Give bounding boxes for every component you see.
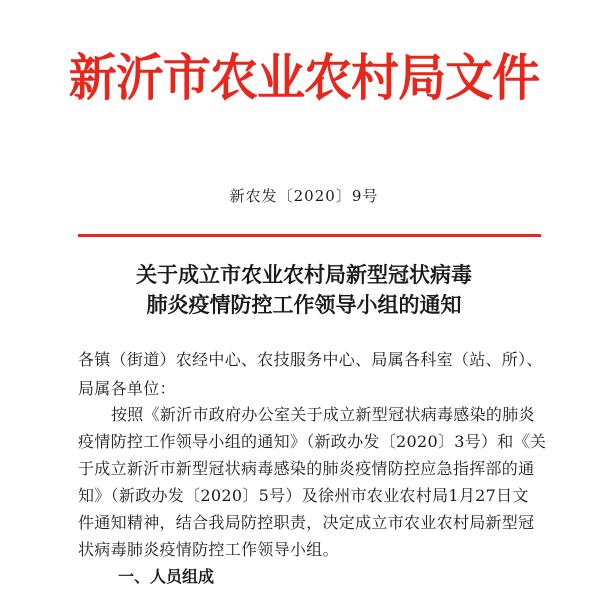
notice-title-line-1: 关于成立市农业农村局新型冠状病毒 <box>136 263 472 287</box>
paragraph-line: 状病毒肺炎疫情防控工作领导小组。 <box>78 540 339 559</box>
notice-title-line-2: 肺炎疫情防控工作领导小组的通知 <box>146 293 462 317</box>
section-heading: 一、人员组成 <box>118 567 215 586</box>
paragraph-line: 于成立新沂市新型冠状病毒感染的肺炎疫情防控应急指挥部的通 <box>78 459 535 478</box>
recipients-line-1: 各镇（街道）农经中心、农技服务中心、局属各科室（站、所）、 <box>78 350 543 369</box>
paragraph-line: 疫情防控工作领导小组的通知》（新政办发〔2020〕3号）和《关 <box>78 432 547 451</box>
document-number: 新农发〔2020〕9号 <box>229 187 379 205</box>
red-divider-line <box>78 234 541 237</box>
paragraph-line: 按照《新沂市政府办公室关于成立新型冠状病毒感染的肺炎 <box>111 405 535 424</box>
masthead-title: 新沂市农业农村局文件 <box>68 49 540 107</box>
recipients-line-2: 局属各单位： <box>78 379 176 398</box>
paragraph-line: 件通知精神，结合我局防控职责，决定成立市农业农村局新型冠 <box>78 513 535 532</box>
paragraph-line: 知》（新政办发〔2020〕5号）及徐州市农业农村局1月27日文 <box>78 486 529 505</box>
